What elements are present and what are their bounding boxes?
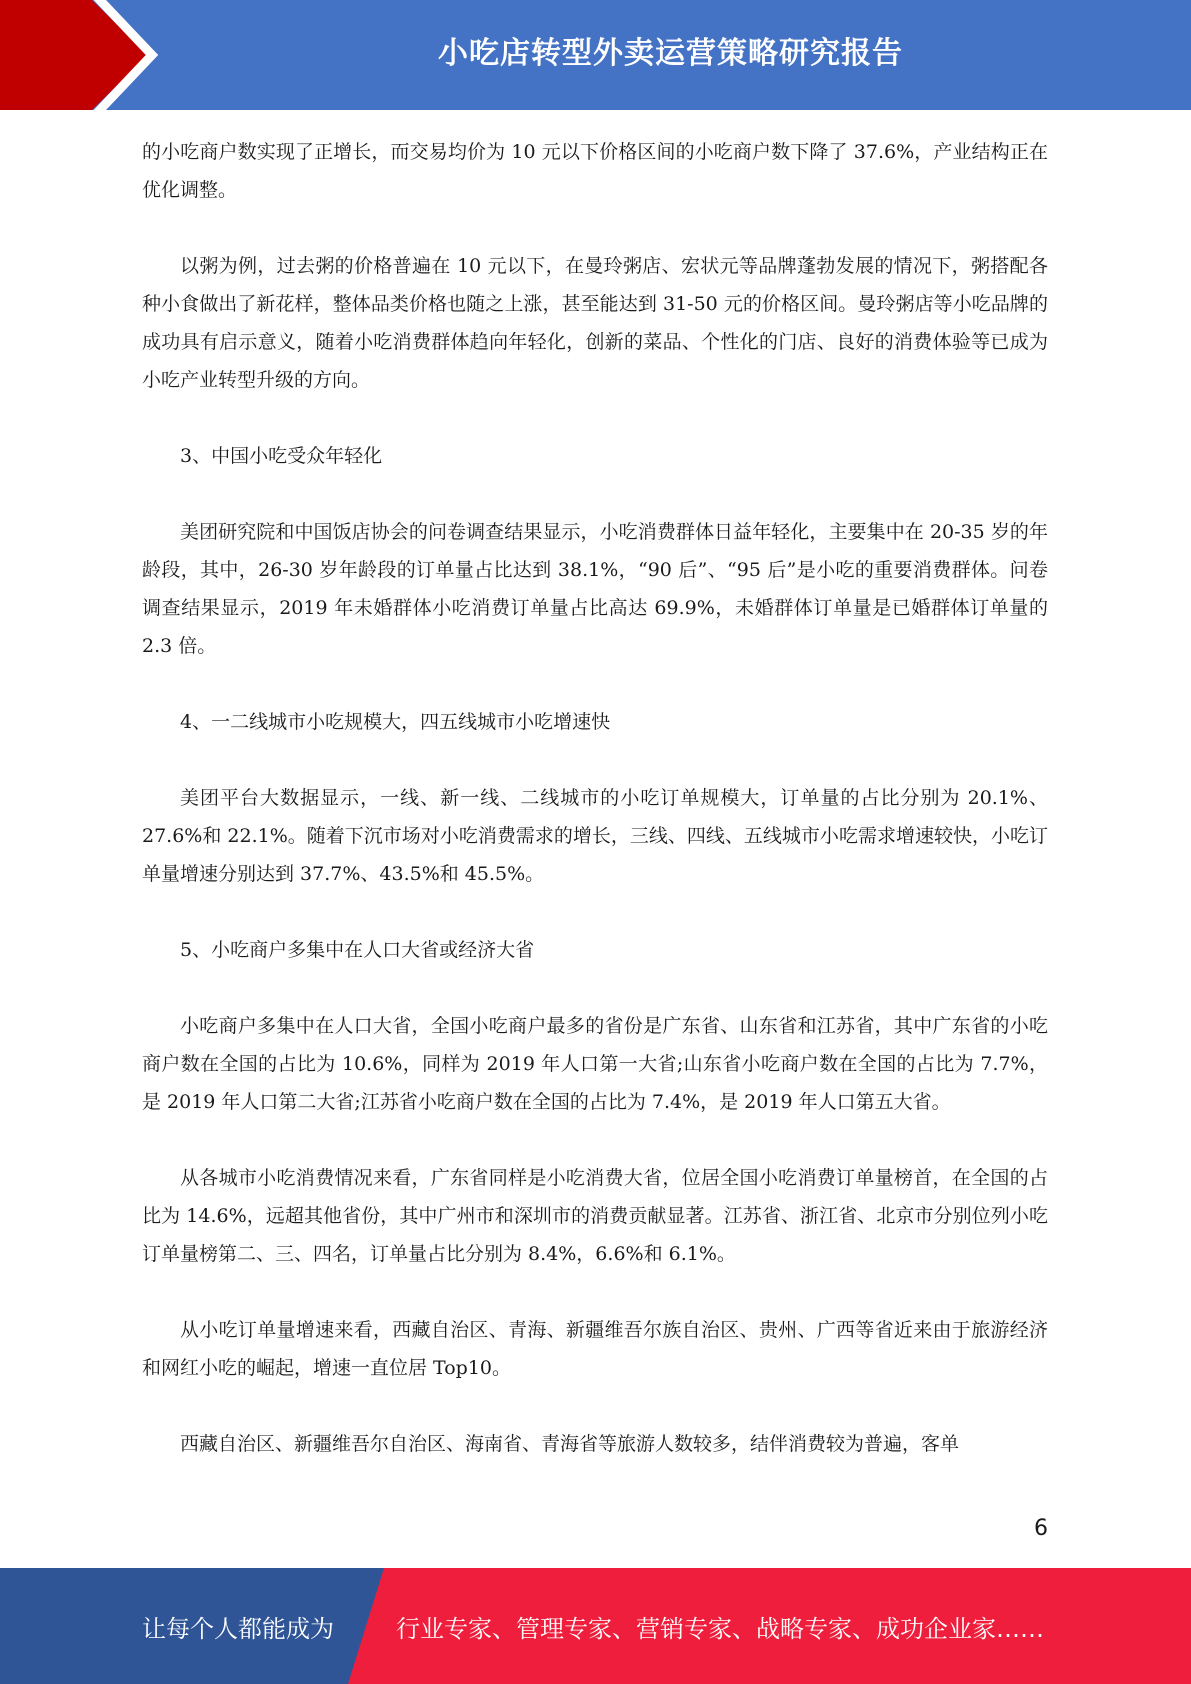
page-header <box>0 0 1191 110</box>
paragraph: 西藏自治区、新疆维吾尔自治区、海南省、青海省等旅游人数较多，结伴消费较为普遍，客单 <box>180 1433 960 1455</box>
section-heading: 4、一二线城市小吃规模大，四五线城市小吃增速快 <box>180 711 611 733</box>
header-chevron-decoration <box>0 0 160 110</box>
paragraph: 从小吃订单量增速来看，西藏自治区、青海、新疆维吾尔族自治区、贵州、广西等省近来由于旅游经济和网红小吃的崛起，增速一直位居 Top10。 <box>142 1319 1048 1379</box>
report-body <box>142 133 1048 1463</box>
paragraph: 美团研究院和中国饭店协会的问卷调查结果显示，小吃消费群体日益年轻化，主要集中在 20-35 岁的年龄段，其中，26-30 岁年龄段的订单量占比达到 38.1%，“90 后”、“95 后”是小吃的重要消费群体。问卷调查结果显示，2019 年未婚群体小吃消费订单量占比高达 69.9%，未婚群体订单量是已婚群体订单量的 2.3 倍。 <box>142 521 1048 657</box>
page-number: 6 <box>1034 1516 1048 1541</box>
paragraph: 的小吃商户数实现了正增长，而交易均价为 10 元以下价格区间的小吃商户数下降了 37.6%，产业结构正在优化调整。 <box>142 141 1048 201</box>
footer-slogan-left: 让每个人都能成为 <box>142 1614 334 1643</box>
document-title: 小吃店转型外卖运营策略研究报告 <box>438 36 903 71</box>
paragraph: 从各城市小吃消费情况来看，广东省同样是小吃消费大省，位居全国小吃消费订单量榜首，在全国的占比为 14.6%，远超其他省份，其中广州市和深圳市的消费贡献显著。江苏省、浙江省、北京市分别位列小吃订单量榜第二、三、四名，订单量占比分别为 8.4%，6.6%和 6.1%。 <box>142 1167 1048 1265</box>
footer-slogan-right: 行业专家、管理专家、营销专家、战略专家、成功企业家…… <box>396 1614 1044 1643</box>
section-heading: 3、中国小吃受众年轻化 <box>180 445 383 467</box>
paragraph: 小吃商户多集中在人口大省，全国小吃商户最多的省份是广东省、山东省和江苏省，其中广东省的小吃商户数在全国的占比为 10.6%，同样为 2019 年人口第一大省;山东省小吃商户数在全国的占比为 7.7%，是 2019 年人口第二大省;江苏省小吃商户数在全国的占比为 7.4%，是 2019 年人口第五大省。 <box>142 1015 1048 1113</box>
paragraph: 以粥为例，过去粥的价格普遍在 10 元以下，在曼玲粥店、宏状元等品牌蓬勃发展的情况下，粥搭配各种小食做出了新花样，整体品类价格也随之上涨，甚至能达到 31-50 元的价格区间。曼玲粥店等小吃品牌的成功具有启示意义，随着小吃消费群体趋向年轻化，创新的菜品、个性化的门店、良好的消费体验等已成为小吃产业转型升级的方向。 <box>142 255 1048 391</box>
section-heading: 5、小吃商户多集中在人口大省或经济大省 <box>180 939 535 961</box>
page-footer <box>0 1568 1191 1684</box>
paragraph: 美团平台大数据显示，一线、新一线、二线城市的小吃订单规模大，订单量的占比分别为 20.1%、27.6%和 22.1%。随着下沉市场对小吃消费需求的增长，三线、四线、五线城市小吃需求增速较快，小吃订单量增速分别达到 37.7%、43.5%和 45.5%。 <box>142 787 1048 885</box>
chevron-red-shape <box>0 0 148 110</box>
